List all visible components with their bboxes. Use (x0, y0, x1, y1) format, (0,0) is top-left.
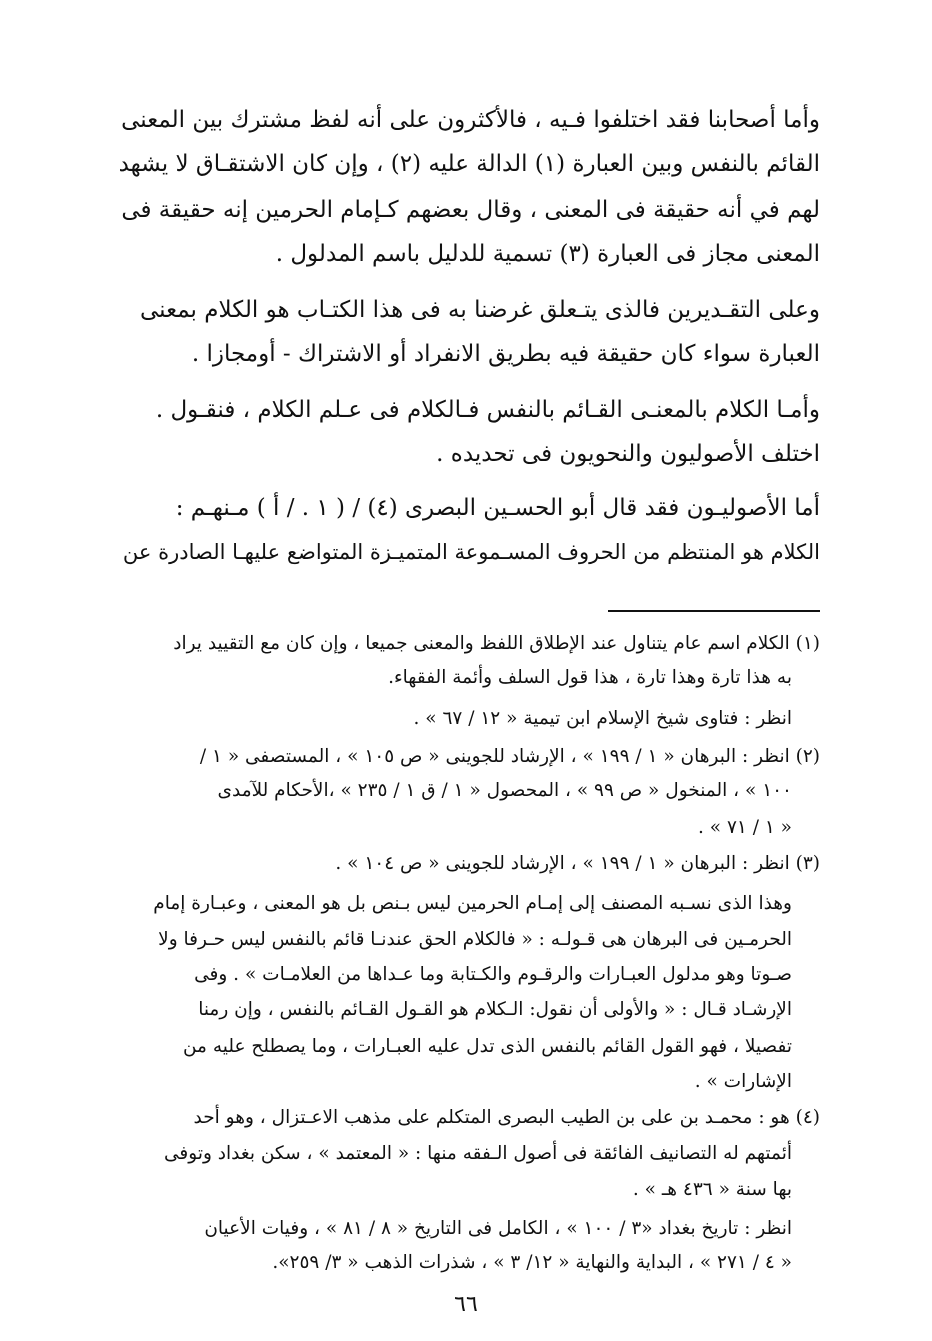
page-number: ٦٦ (454, 1292, 478, 1317)
body-line: الكلام هو المنتظم من الحروف المسـموعة المتميـزة المتواضع عليهـا الصادرة عن (122, 540, 820, 564)
footnote-line: (٤) هو : محمـد بن على بن الطيب البصرى المتكلم على مذهب الاعـتزال ، وهو أحد (193, 1107, 820, 1128)
footnote-line: انظر : فتاوى شيخ الإسلام ابن تيمية « ١٢ / ٦٧ » . (413, 708, 792, 729)
footnote-line: (١) الكلام اسم عام يتناول عند الإطلاق اللفظ والمعنى جميعا ، وإن كان مع التقييد يراد (173, 633, 820, 654)
footnote-line: تفصيلا ، فهو القول القائم بالنفس الذى تدل عليه العبـارات ، وما يصطلح عليه من (182, 1036, 792, 1057)
footnote-line: « ١ / ٧١ » . (698, 817, 792, 838)
footnote-line: به هذا تارة وهذا تارة ، هذا قول السلف وأئمة الفقهاء. (388, 667, 792, 688)
footnote-line: « ٤ / ٢٧١ » ، البداية والنهاية « ١٢/ ٣ » ، شذرات الذهب « ٣/ ٢٥٩». (272, 1252, 792, 1273)
footnote-line: وهذا الذى نسـبه المصنف إلى إمـام الحرمين ليس بـنص بل هو المعنى ، وعبـارة إمام (153, 893, 792, 914)
footnote-line: أئمتهم له التصانيف الفائقة فى أصول الـفقه منها : « المعتمد » ، سكن بغداد وتوفى (164, 1143, 792, 1164)
body-line: لهم في أنه حقيقة فى المعنى ، وقال بعضهم كـإمام الحرمين إنه حقيقة فى (121, 197, 820, 223)
footnote-line: انظر : تاريخ بغداد «٣ / ١٠٠ » ، الكامل فى التاريخ « ٨ / ٨١ » ، وفيات الأعيان (204, 1218, 792, 1239)
footnote-separator (608, 610, 820, 612)
footnote-line: الإشارات » . (694, 1071, 792, 1092)
body-line: المعنى مجاز فى العبارة (٣) تسمية للدليل باسم المدلول . (275, 241, 820, 267)
body-line: اختلف الأصوليون والنحويون فى تحديده . (436, 441, 820, 467)
body-line: العبارة سواء كان حقيقة فيه بطريق الانفراد أو الاشتراك - أومجازا . (191, 341, 820, 367)
footnote-line: (٢) انظر : البرهان « ١ / ١٩٩ » ، الإرشاد للجوينى « ص ١٠٥ » ، المستصفى « ١ / (199, 746, 820, 767)
footnote-line: ١٠٠ » ، المنخول « ص ٩٩ » ، المحصول « ١ / ق ١ / ٢٣٥ » ،الأحكام للآمدى (217, 780, 792, 801)
footnote-line: (٣) انظر : البرهان « ١ / ١٩٩ » ، الإرشاد للجوينى « ص ١٠٤ » . (335, 853, 820, 874)
footnote-line: بها سنة « ٤٣٦ هـ » . (632, 1179, 792, 1200)
footnote-line: الحرمـين فى البرهان هى قـولـه : « فالكلام الحق عندنـا قائم بالنفس ليس حـرفا ولا (158, 929, 792, 950)
body-line: وأمـا الكلام بالمعنـى القـائم بالنفس فـالكلام فى عـلم الكلام ، فنقـول . (155, 397, 820, 423)
body-line: القائم بالنفس وبين العبارة (١) الدالة عليه (٢) ، وإن كان الاشتقـاق لا يشهد (118, 151, 820, 177)
body-line: وعلى التقـديرين فالذى يتـعلق غرضنا به فى هذا الكتـاب هو الكلام بمعنى (140, 297, 820, 323)
footnote-line: الإرشـاد قـال : « والأولى أن نقول: الـكلام هو القـول القـائم بالنفس ، وإن رمنا (198, 999, 792, 1020)
body-line: وأما أصحابنا فقد اختلفوا فـيه ، فالأكثرون على أنه لفظ مشترك بين المعنى (121, 107, 820, 133)
footnote-line: صـوتا وهو مدلول العبـارات والرقـوم والكـتابة وما عـداها من العلامـات » . وفى (194, 964, 792, 985)
body-line: أما الأصوليـون فقد قال أبو الحسـين البصرى (٤) / ( ١ . / أ ) مـنهـم : (175, 495, 820, 521)
